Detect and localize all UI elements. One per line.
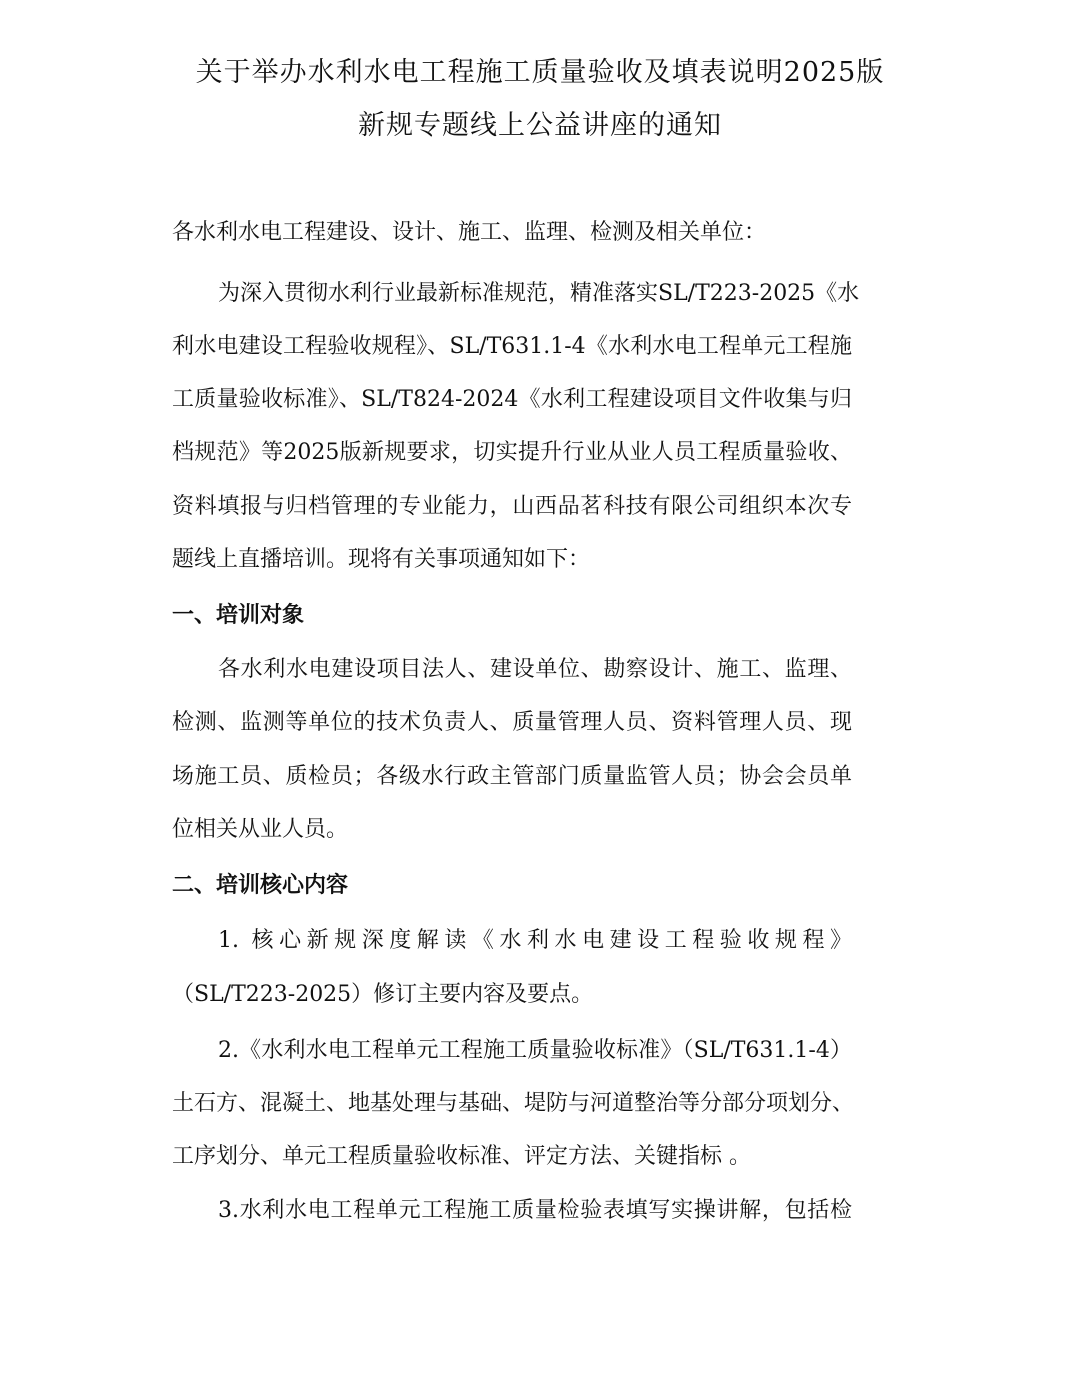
section-body-line: 检测、监测等单位的技术负责人、质量管理人员、资料管理人员、现 — [172, 710, 852, 735]
salutation: 各水利水电工程建设、设计、施工、监理、检测及相关单位： — [172, 220, 767, 245]
list-item-line: 工序划分、单元工程质量验收标准、评定方法、关键指标 。 — [172, 1144, 751, 1169]
list-item-line: （SL/T223-2025）修订主要内容及要点。 — [172, 982, 594, 1007]
document-title-line-1: 关于举办水利水电工程施工质量验收及填表说明2025版 — [195, 57, 885, 88]
intro-line: 利水电建设工程验收规程》、SL/T631.1-4《水利水电工程单元工程施 — [172, 334, 852, 359]
section-body-line: 各水利水电建设项目法人、建设单位、勘察设计、施工、监理、 — [218, 657, 852, 682]
list-item-line: 土石方、混凝土、地基处理与基础、堤防与河道整治等分部分项划分、 — [172, 1091, 855, 1116]
intro-line: 题线上直播培训。现将有关事项通知如下： — [172, 547, 591, 572]
section-body-line: 位相关从业人员。 — [172, 817, 349, 842]
section-heading: 二、培训核心内容 — [172, 872, 349, 898]
intro-line: 工质量验收标准》、SL/T824-2024《水利工程建设项目文件收集与归 — [172, 387, 852, 412]
list-item-line: 1. 核心新规深度解读《水利水电建设工程验收规程》 — [218, 928, 852, 953]
section-body-line: 场施工员、质检员；各级水行政主管部门质量监管人员；协会会员单 — [172, 764, 852, 789]
list-item-line: 2.《水利水电工程单元工程施工质量验收标准》（SL/T631.1-4） — [218, 1038, 852, 1063]
intro-line: 资料填报与归档管理的专业能力，山西品茗科技有限公司组织本次专 — [172, 494, 852, 519]
section-heading: 一、培训对象 — [172, 602, 305, 628]
list-item-line: 3.水利水电工程单元工程施工质量检验表填写实操讲解，包括检 — [218, 1198, 852, 1223]
intro-line: 档规范》等2025版新规要求，切实提升行业从业人员工程质量验收、 — [172, 440, 852, 465]
intro-line: 为深入贯彻水利行业最新标准规范，精准落实SL/T223-2025《水 — [218, 281, 860, 306]
document-title-line-2: 新规专题线上公益讲座的通知 — [358, 110, 722, 141]
